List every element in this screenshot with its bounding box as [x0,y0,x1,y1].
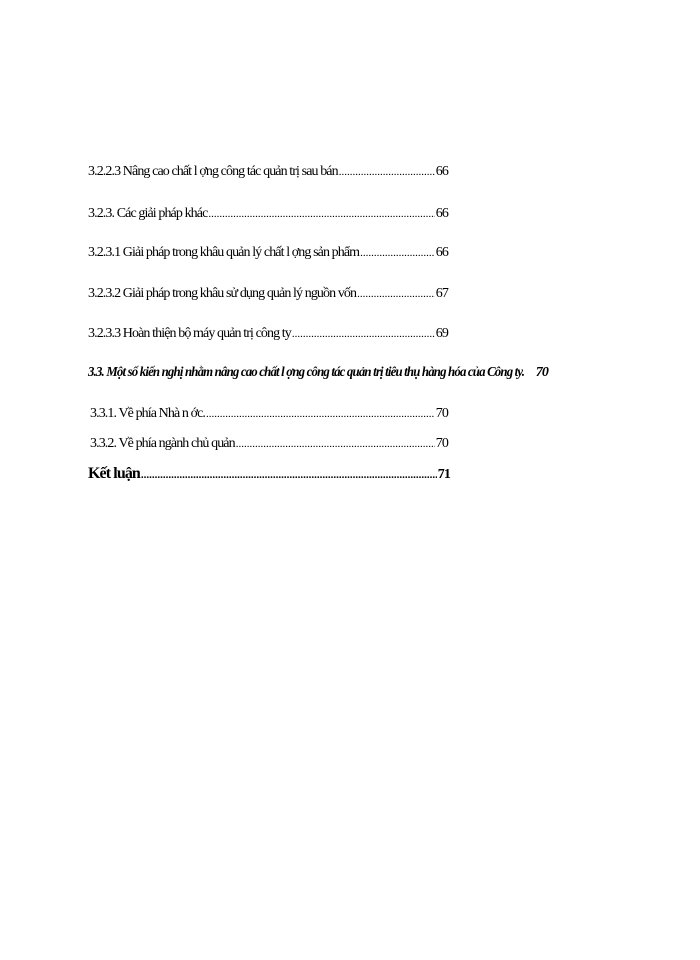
toc-entry-label: 3.2.2.3 Nâng cao chất l ợng công tác quản trị sau bán [88,164,338,179]
dot-leader [360,247,435,259]
toc-section-heading [88,365,548,381]
toc-entry [88,164,448,180]
toc-entry-label: 3.2.3. Các giải pháp khác [88,206,208,221]
toc-entry-label: Kết luận [88,465,140,482]
toc-entry-label: 3.2.3.1 Giải pháp trong khâu quản lý chất l ợng sản phẩm [88,245,360,260]
toc-entry-label: 3.2.3.3 Hoàn thiện bộ máy quản trị công ty [88,326,291,341]
toc-conclusion-entry [88,465,450,483]
dot-leader [208,208,434,220]
toc-entry [88,286,448,302]
toc-entry-page: 70 [435,436,448,451]
toc-entry [88,245,448,261]
toc-entry-page: 66 [435,164,448,179]
toc-entry [88,326,448,342]
toc-entry-page: 69 [435,326,448,341]
toc-entry-label: 3.2.3.2 Giải pháp trong khâu sử dụng quản lý nguồn vốn [88,286,357,301]
toc-entry [88,206,448,222]
dot-leader [357,288,435,300]
dot-leader [206,408,435,420]
toc-entry-page: 70 [435,406,448,421]
dot-leader [141,469,437,481]
toc-entry-page: 66 [435,245,448,260]
toc-entry-page: 71 [437,467,450,482]
dot-leader [292,328,435,340]
toc-entry-label: 3.3.2. Về phía ngành chủ quản [90,436,235,451]
toc-entry-page: 66 [435,206,448,221]
toc-entry-page: 70 [535,365,548,380]
toc-entry-page: 67 [435,286,448,301]
toc-entry [90,406,448,422]
dot-leader [236,438,435,450]
toc-entry [90,436,448,452]
dot-leader [339,166,435,178]
toc-entry-label: 3.3. Một số kiến nghị nhằm nâng cao chất l ợng công tác quản trị tiêu thụ hàng hóa của Công ty. [88,365,525,380]
toc-entry-label: 3.3.1. Về phía Nhà n ớc. [90,406,206,421]
